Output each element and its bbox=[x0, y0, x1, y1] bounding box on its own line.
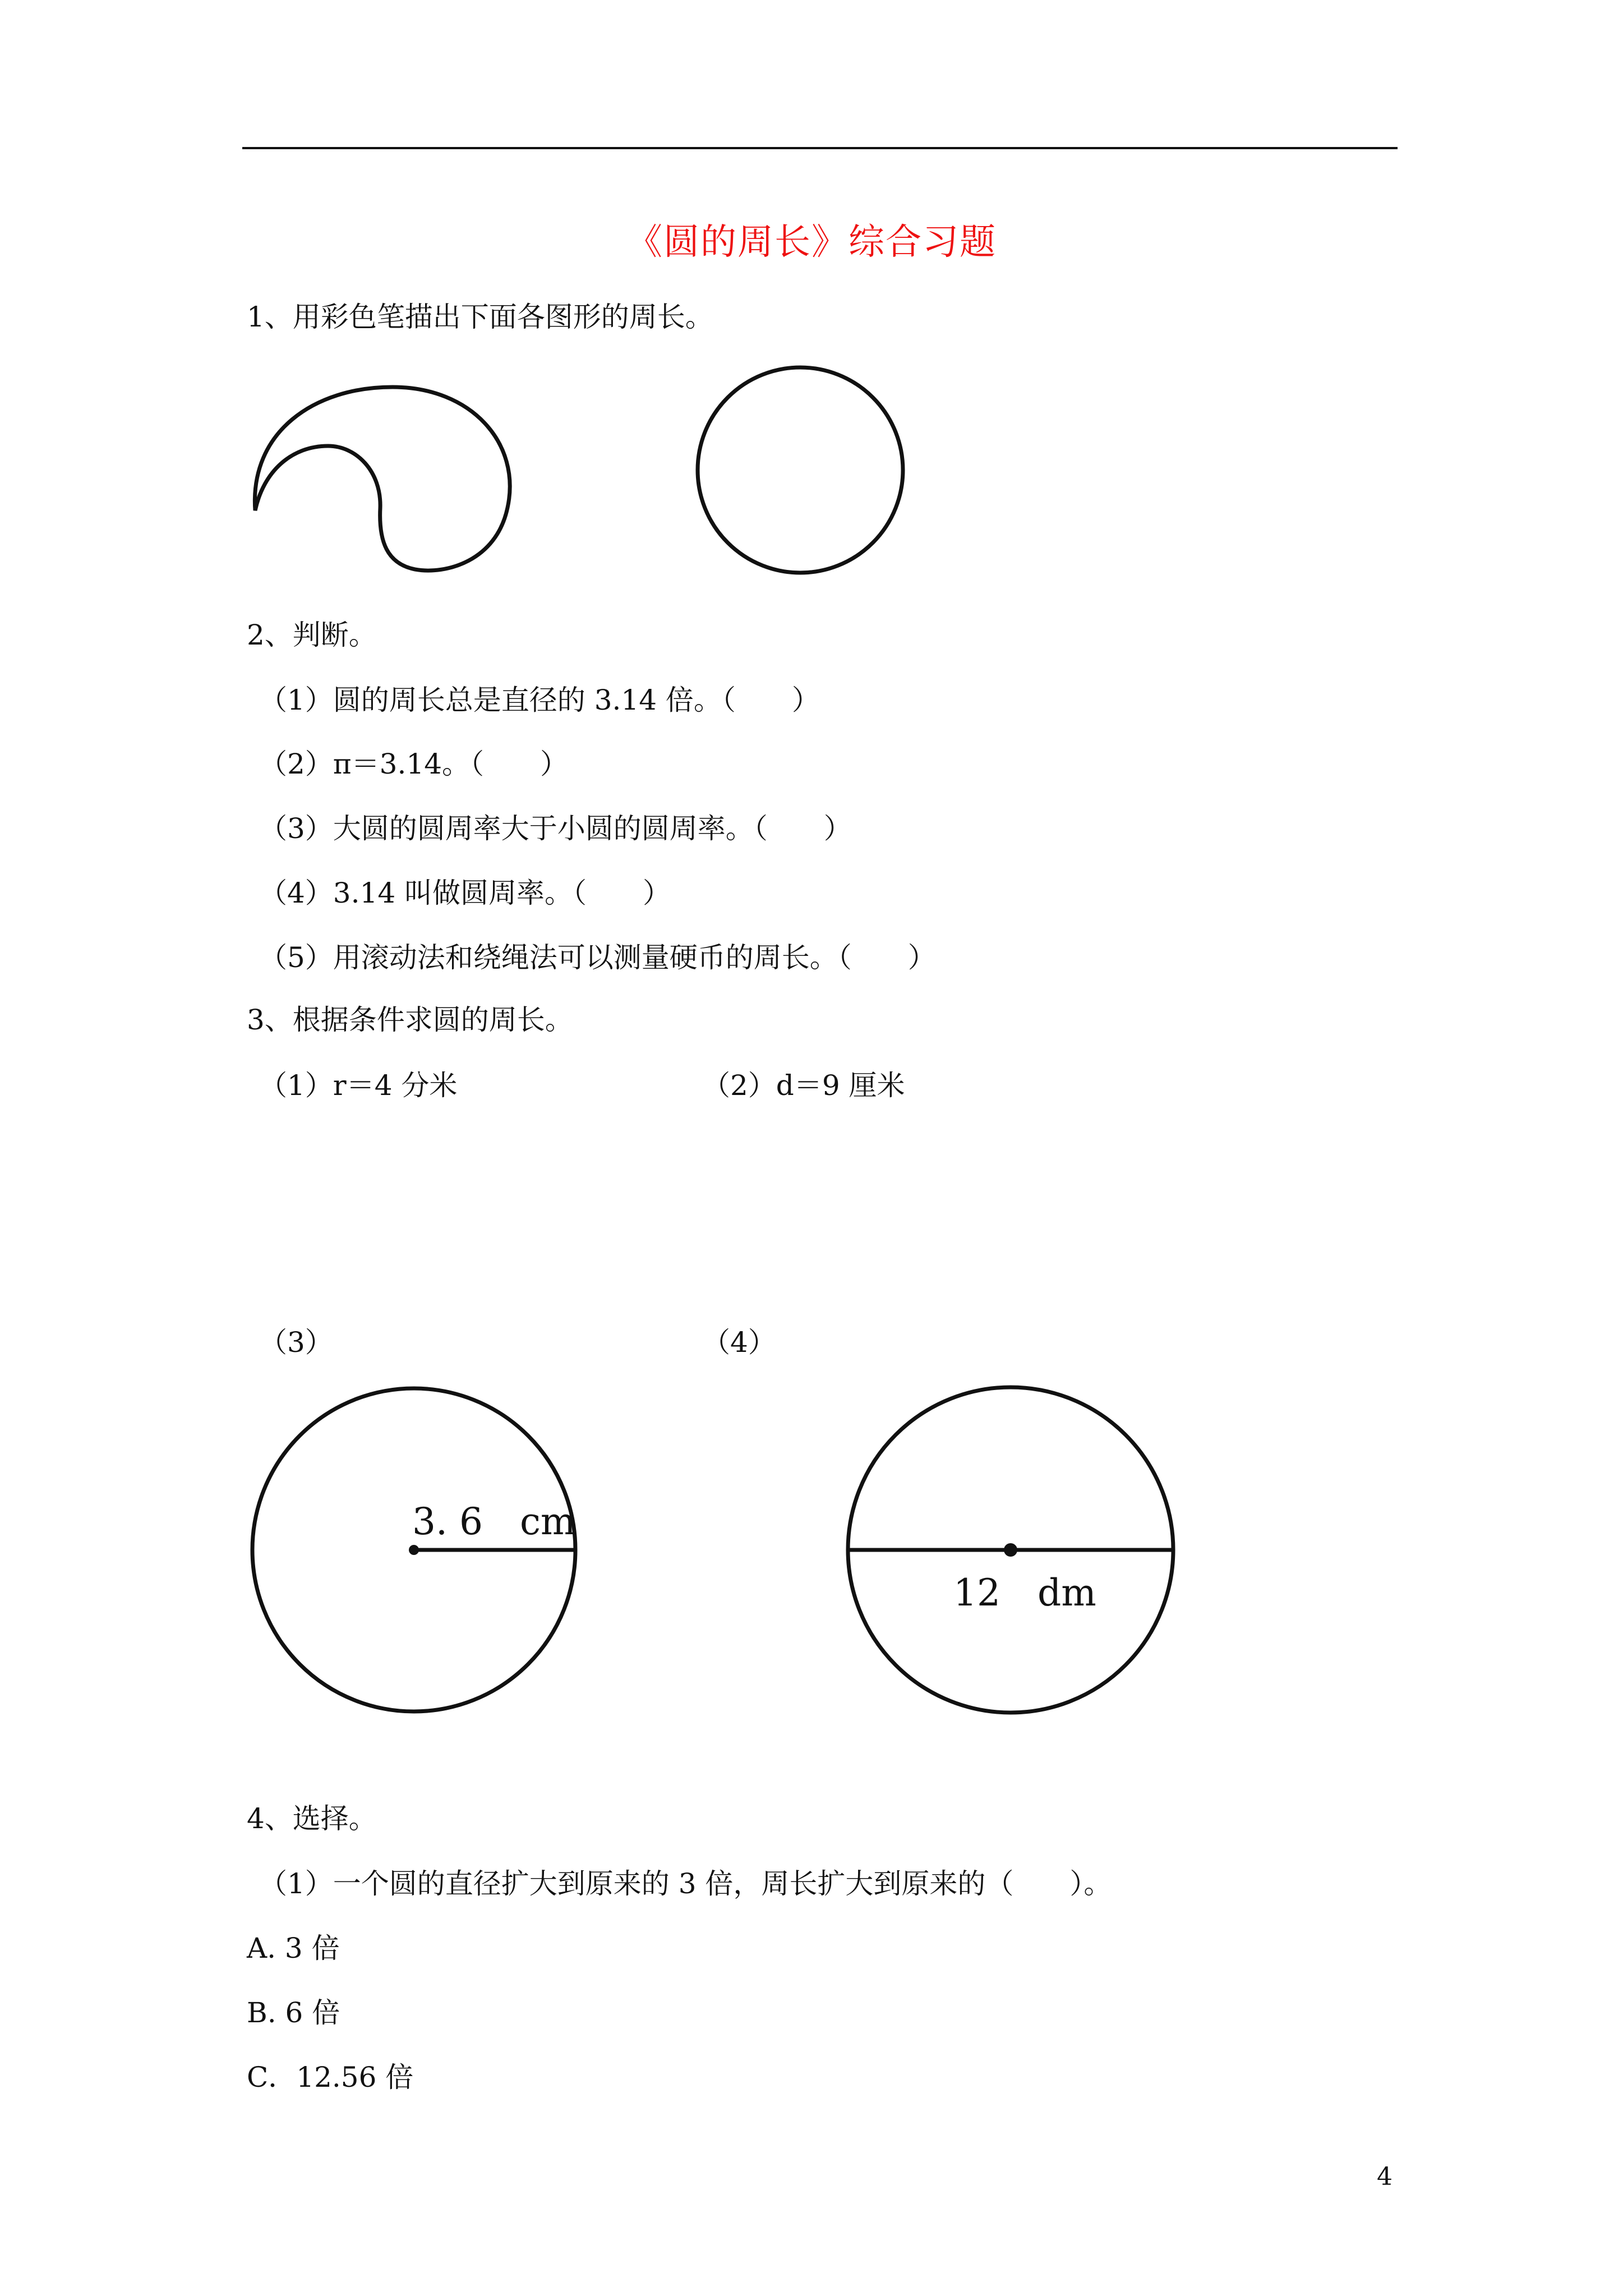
calc-item-3: （3） bbox=[259, 1326, 333, 1359]
header-rule bbox=[242, 147, 1398, 149]
judge-item-5: （5）用滚动法和绕绳法可以测量硬币的周长。（ ） bbox=[259, 941, 936, 974]
question-1: 1、用彩色笔描出下面各图形的周长。 bbox=[247, 301, 713, 333]
center-dot bbox=[409, 1545, 419, 1555]
diameter-label: 12 dm bbox=[953, 1571, 1096, 1614]
calc-item-2: （2）d＝9 厘米 bbox=[702, 1069, 905, 1102]
option-b: B. 6 倍 bbox=[247, 1996, 340, 2029]
question-4: 4、选择。 bbox=[247, 1802, 377, 1835]
judge-item-2: （2）π＝3.14。（ ） bbox=[259, 748, 569, 780]
option-c: C．12.56 倍 bbox=[247, 2061, 414, 2093]
judge-item-3: （3）大圆的圆周率大于小圆的圆周率。（ ） bbox=[259, 812, 852, 845]
question-3: 3、根据条件求圆的周长。 bbox=[247, 1004, 573, 1036]
option-a: A. 3 倍 bbox=[247, 1932, 340, 1964]
question-2: 2、判断。 bbox=[247, 619, 377, 651]
page-title: 《圆的周长》综合习题 bbox=[626, 222, 997, 263]
judge-item-4: （4）3.14 叫做圆周率。（ ） bbox=[259, 877, 671, 909]
calc-item-4: （4） bbox=[702, 1326, 776, 1359]
page-number: 4 bbox=[1377, 2162, 1393, 2191]
radius-label: 3. 6 cm bbox=[412, 1500, 576, 1543]
choice-question-1: （1）一个圆的直径扩大到原来的 3 倍，周长扩大到原来的（ ）。 bbox=[259, 1867, 1112, 1900]
judge-item-1: （1）圆的周长总是直径的 3.14 倍。（ ） bbox=[259, 684, 820, 716]
center-dot bbox=[1004, 1543, 1017, 1557]
calc-item-1: （1）r＝4 分米 bbox=[259, 1069, 458, 1102]
